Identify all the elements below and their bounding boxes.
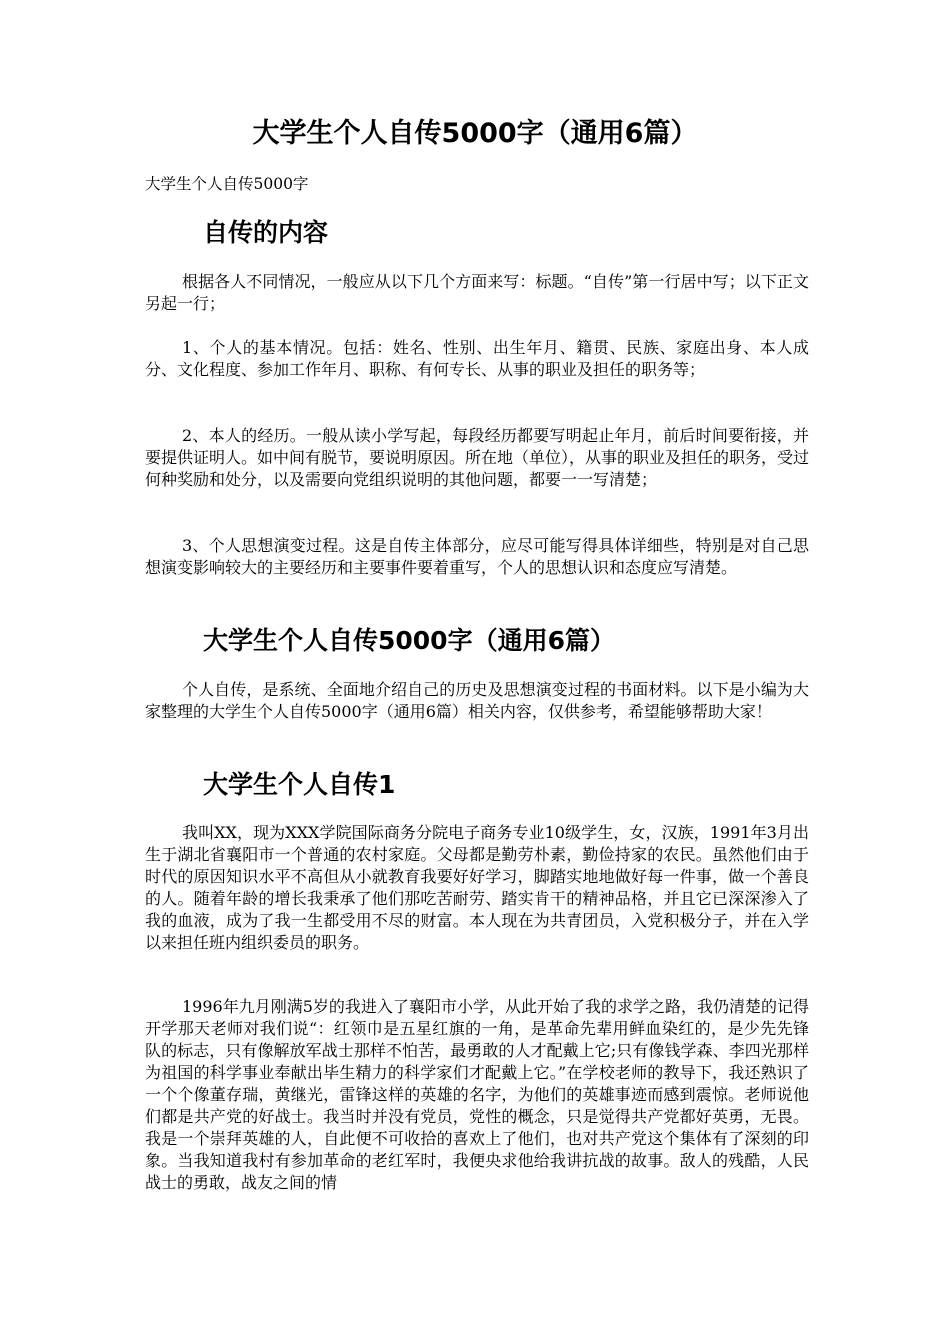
section-heading-main-title: 大学生个人自传5000字（通用6篇） xyxy=(203,626,615,655)
section-heading-autobiography-1: 大学生个人自传1 xyxy=(203,770,396,799)
paragraph: 1996年九月刚满5岁的我进入了襄阳市小学，从此开始了我的求学之路，我仍清楚的记得开学那天老师对我们说“：红领巾是五星红旗的一角，是革命先辈用鲜血染红的，是少先先锋队的标志，只有像解放军战士那样不怕苦，最勇敢的人才配戴上它;只有像钱学森、李四光那样为祖国的科学事业奉献出毕生精力的科学家们才配戴上它。”在学校老师的教导下，我还熟识了一个个像董存瑞，黄继光，雷锋这样的英雄的名字，为他们的英雄事迹而感到震惊。老师说他们都是共产党的好战士。我当时并没有党员，党性的概念，只是觉得共产党都好英勇，无畏。我是一个崇拜英雄的人，自此便不可收拾的喜欢上了他们，也对共产党这个集体有了深刻的印象。当我知道我村有参加革命的老红军时，我便央求他给我讲抗战的故事。敌人的残酷，人民战士的勇敢，战友之间的情 xyxy=(145,997,809,1192)
section-heading-autobiography-content: 自传的内容 xyxy=(203,218,329,247)
paragraph: 个人自传，是系统、全面地介绍自己的历史及思想演变过程的书面材料。以下是小编为大家整理的大学生个人自传5000字（通用6篇）相关内容，仅供参考，希望能够帮助大家！ xyxy=(145,680,809,721)
document-title: 大学生个人自传5000字（通用6篇） xyxy=(252,118,698,149)
paragraph: 2、本人的经历。一般从读小学写起，每段经历都要写明起止年月，前后时间要衔接，并要提供证明人。如中间有脱节，要说明原因。所在地（单位），从事的职业及担任的职务，受过何种奖励和处分，以及需要向党组织说明的其他问题，都要一一写清楚； xyxy=(145,426,810,489)
paragraph: 根据各人不同情况，一般应从以下几个方面来写：标题。“自传”第一行居中写；以下正文另起一行； xyxy=(145,272,809,313)
paragraph: 3、个人思想演变过程。这是自传主体部分，应尽可能写得具体详细些，特别是对自己思想演变影响较大的主要经历和主要事件要着重写，个人的思想认识和态度应写清楚。 xyxy=(145,536,809,577)
paragraph: 1、个人的基本情况。包括：姓名、性别、出生年月、籍贯、民族、家庭出身、本人成分、文化程度、参加工作年月、职称、有何专长、从事的职业及担任的职务等； xyxy=(145,338,809,379)
paragraph: 我叫XX，现为XXX学院国际商务分院电子商务专业10级学生，女，汉族，1991年3月出生于湖北省襄阳市一个普通的农村家庭。父母都是勤劳朴素，勤俭持家的农民。虽然他们由于时代的原因知识水平不高但从小就教育我要好好学习，脚踏实地地做好每一件事，做一个善良的人。随着年龄的增长我秉承了他们那吃苦耐劳、踏实肯干的精神品格，并且它已深深渗入了我的血液，成为了我一生都受用不尽的财富。本人现在为共青团员，入党积极分子，并在入学以来担任班内组织委员的职务。 xyxy=(145,823,809,952)
document-subtitle: 大学生个人自传5000字 xyxy=(145,175,309,193)
